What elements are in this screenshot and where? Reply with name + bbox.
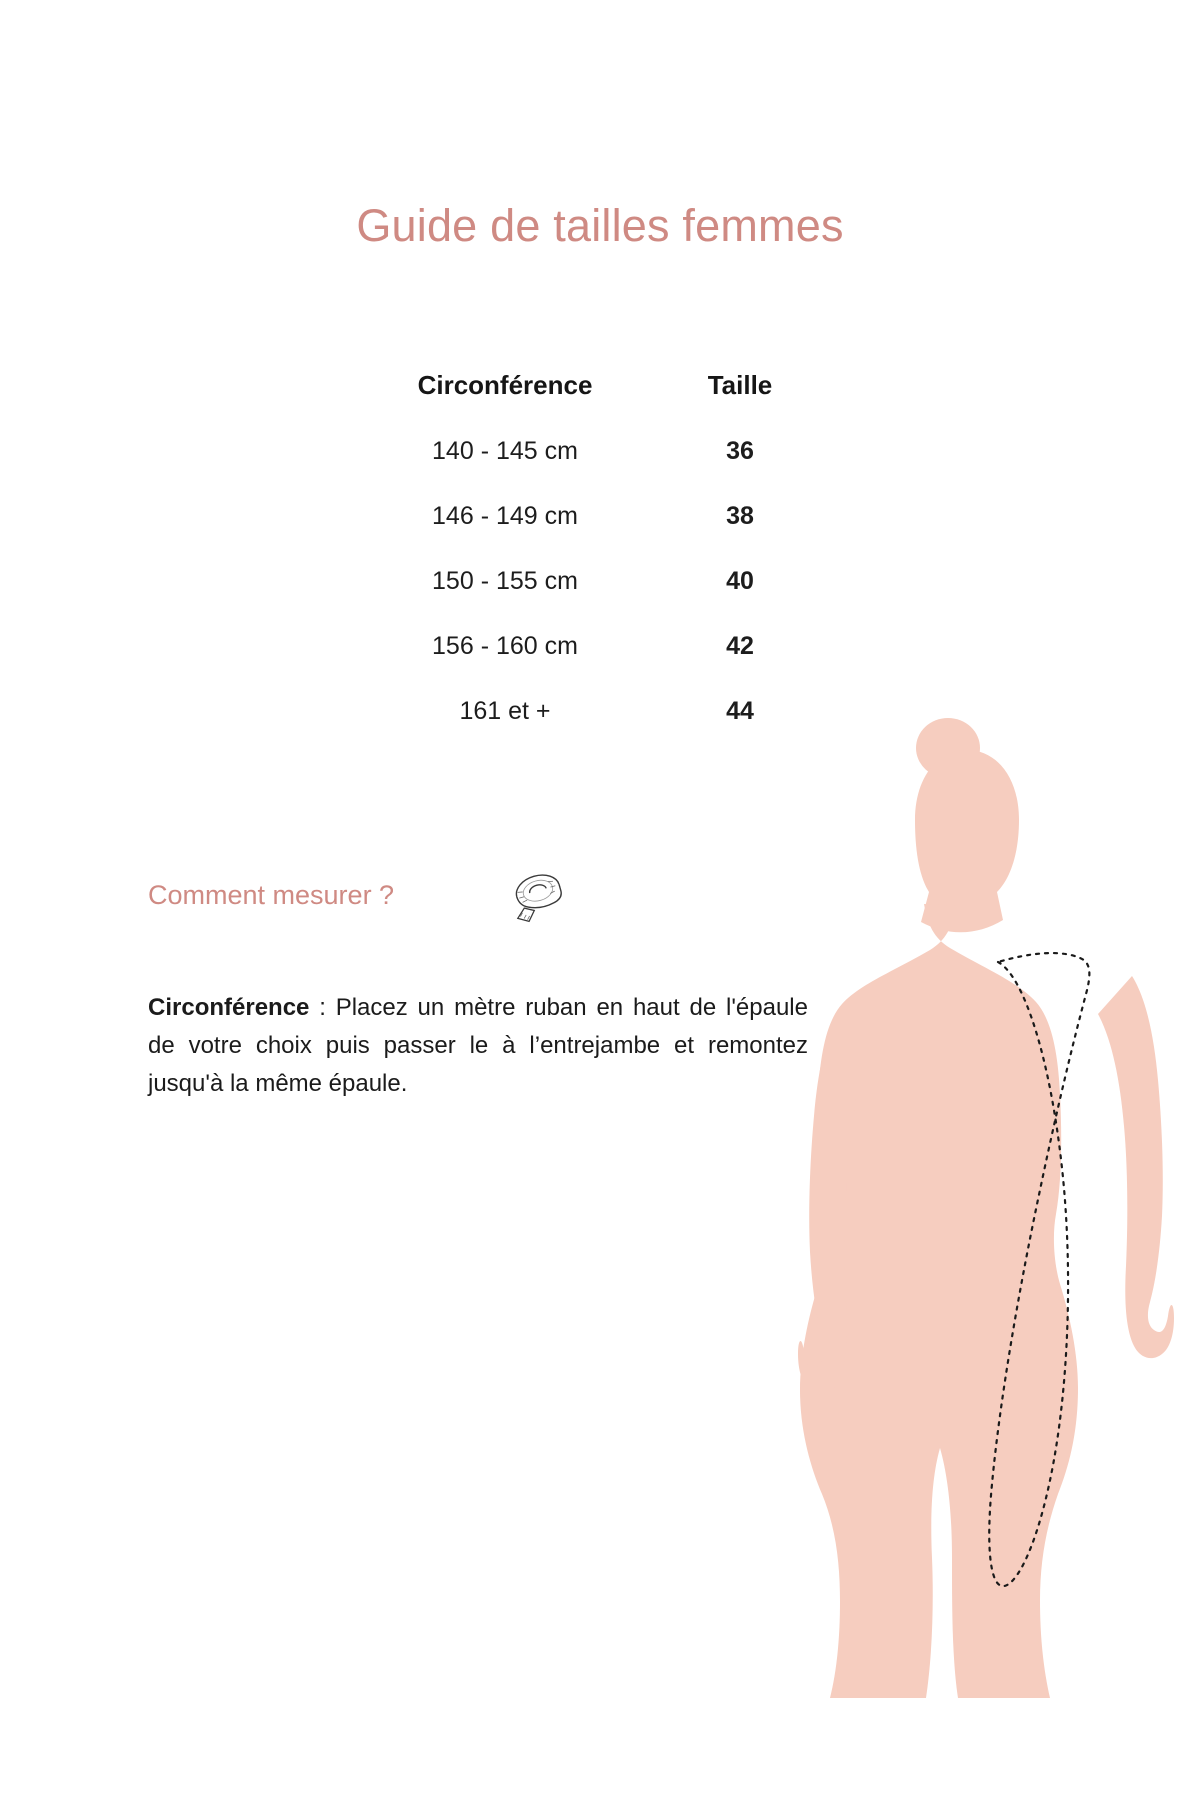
female-silhouette-illustration bbox=[770, 710, 1200, 1800]
table-row bbox=[355, 632, 825, 697]
how-to-measure-heading: Comment mesurer ? bbox=[148, 880, 395, 910]
size-table-body bbox=[355, 437, 825, 762]
cell-circumference: 150 - 155 cm bbox=[432, 567, 578, 595]
size-table bbox=[355, 370, 825, 762]
tape-measure-icon bbox=[505, 862, 577, 934]
cell-size: 42 bbox=[726, 632, 754, 660]
table-row bbox=[355, 502, 825, 567]
cell-size: 44 bbox=[726, 697, 754, 725]
table-header-row bbox=[355, 370, 825, 437]
page-title: Guide de tailles femmes bbox=[356, 200, 844, 252]
table-row bbox=[355, 437, 825, 502]
table-row bbox=[355, 697, 825, 762]
cell-circumference: 161 et + bbox=[459, 697, 551, 725]
cell-size: 36 bbox=[726, 437, 754, 465]
column-header-size: Taille bbox=[707, 370, 773, 400]
cell-circumference: 146 - 149 cm bbox=[432, 502, 578, 530]
cell-circumference: 140 - 145 cm bbox=[432, 437, 578, 465]
cell-size: 40 bbox=[726, 567, 754, 595]
how-to-measure-separator: : bbox=[309, 994, 336, 1021]
cell-size: 38 bbox=[726, 502, 754, 530]
cell-circumference: 156 - 160 cm bbox=[432, 632, 578, 660]
how-to-measure-term: Circonférence bbox=[148, 994, 310, 1021]
size-table-head bbox=[355, 370, 825, 437]
how-to-measure-text bbox=[148, 989, 808, 1103]
table-row bbox=[355, 567, 825, 632]
column-header-circumference: Circonférence bbox=[417, 370, 593, 400]
how-to-measure-description: Placez un mètre ruban en haut de l'épaule de votre choix puis passer le à l’entrejambe et remontez jusqu'à la même épaule. bbox=[148, 994, 808, 1097]
